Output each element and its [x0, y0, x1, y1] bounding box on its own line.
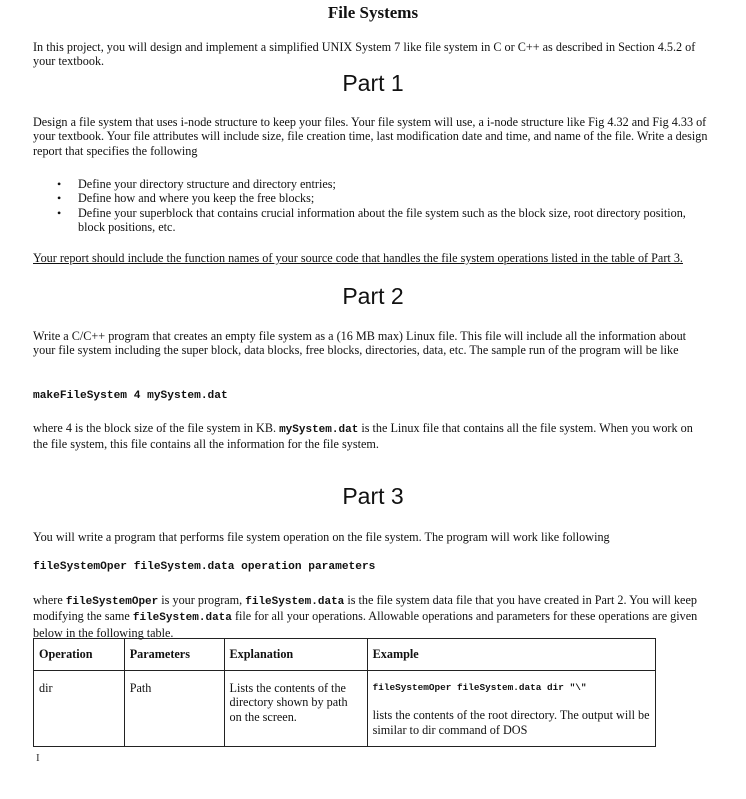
header-explanation: Explanation — [224, 639, 367, 671]
cell-example — [367, 671, 655, 747]
part1-bullet-list — [57, 177, 709, 235]
part2-heading: Part 2 — [342, 283, 404, 309]
cell-operation: dir — [34, 671, 125, 747]
example-command: fileSystemOper fileSystem.data dir "\" — [372, 682, 587, 693]
bullet-item: • Define your directory structure and directory entries; — [57, 177, 709, 191]
header-example: Example — [367, 639, 655, 671]
part2-paragraph: Write a C/C++ program that creates an empty file system as a (16 MB max) Linux file. This file will include all the information about your file system including the super block, data blocks, free blocks, directories, data, etc. The sample run of the program will be like — [33, 329, 687, 358]
table-row — [34, 671, 656, 747]
part1-report-note: Your report should include the function names of your source code that handles the file system operations listed in the table of Part 3. — [33, 251, 683, 265]
bullet-item: • Define how and where you keep the free blocks; — [57, 191, 709, 205]
inline-code: fileSystem.data — [245, 596, 345, 608]
part3-heading: Part 3 — [342, 483, 404, 509]
cell-parameters: Path — [124, 671, 224, 747]
inline-code: fileSystem.data — [132, 612, 232, 625]
inline-code: fileSystemOper — [65, 596, 159, 608]
header-operation: Operation — [34, 639, 125, 671]
operations-table — [33, 638, 656, 747]
part3-paragraph: You will write a program that performs file system operation on the file system. The program will work like following — [33, 530, 610, 544]
part1-heading: Part 1 — [342, 70, 404, 96]
example-description: lists the contents of the root directory. The output will be similar to dir command of DOS — [372, 708, 650, 737]
table-header-row — [34, 639, 656, 671]
makefilesystem-command: makeFileSystem 4 mySystem.dat — [33, 390, 228, 402]
bullet-item: • Define your superblock that contains crucial information about the file system such as the block size, root directory position, block positions, etc. — [57, 206, 709, 235]
filesystemoper-command: fileSystemOper fileSystem.data operation parameters — [33, 561, 376, 573]
text-cursor: I — [36, 752, 40, 764]
part3-explanation: where fileSystemOper is your program, fileSystem.data is the file system data file that you have created in Part 2. You will keep modifying the same fileSystem.data file for all your operations. Allowable operations and parameters for these operations are given below in the following table. — [33, 593, 698, 640]
inline-code: mySystem.dat — [279, 424, 359, 436]
cell-explanation: Lists the contents of the directory shown by path on the screen. — [224, 671, 367, 747]
part2-explanation: where 4 is the block size of the file system in KB. mySystem.dat is the Linux file that contains all the file system. When you work on the file system, this file contains all the information for the file system. — [33, 421, 693, 452]
header-parameters: Parameters — [124, 639, 224, 671]
document-title: File Systems — [327, 3, 419, 22]
intro-paragraph: In this project, you will design and implement a simplified UNIX System 7 like file system in C or C++ as described in Section 4.5.2 of your textbook. — [33, 40, 696, 69]
part1-paragraph: Design a file system that uses i-node structure to keep your files. Your file system will use, a i-node structure like Fig 4.32 and Fig 4.33 of your textbook. Your file attributes will include size, file creation time, last modification date and time, and name of the file. Write a design report that specifies the following — [33, 115, 708, 158]
